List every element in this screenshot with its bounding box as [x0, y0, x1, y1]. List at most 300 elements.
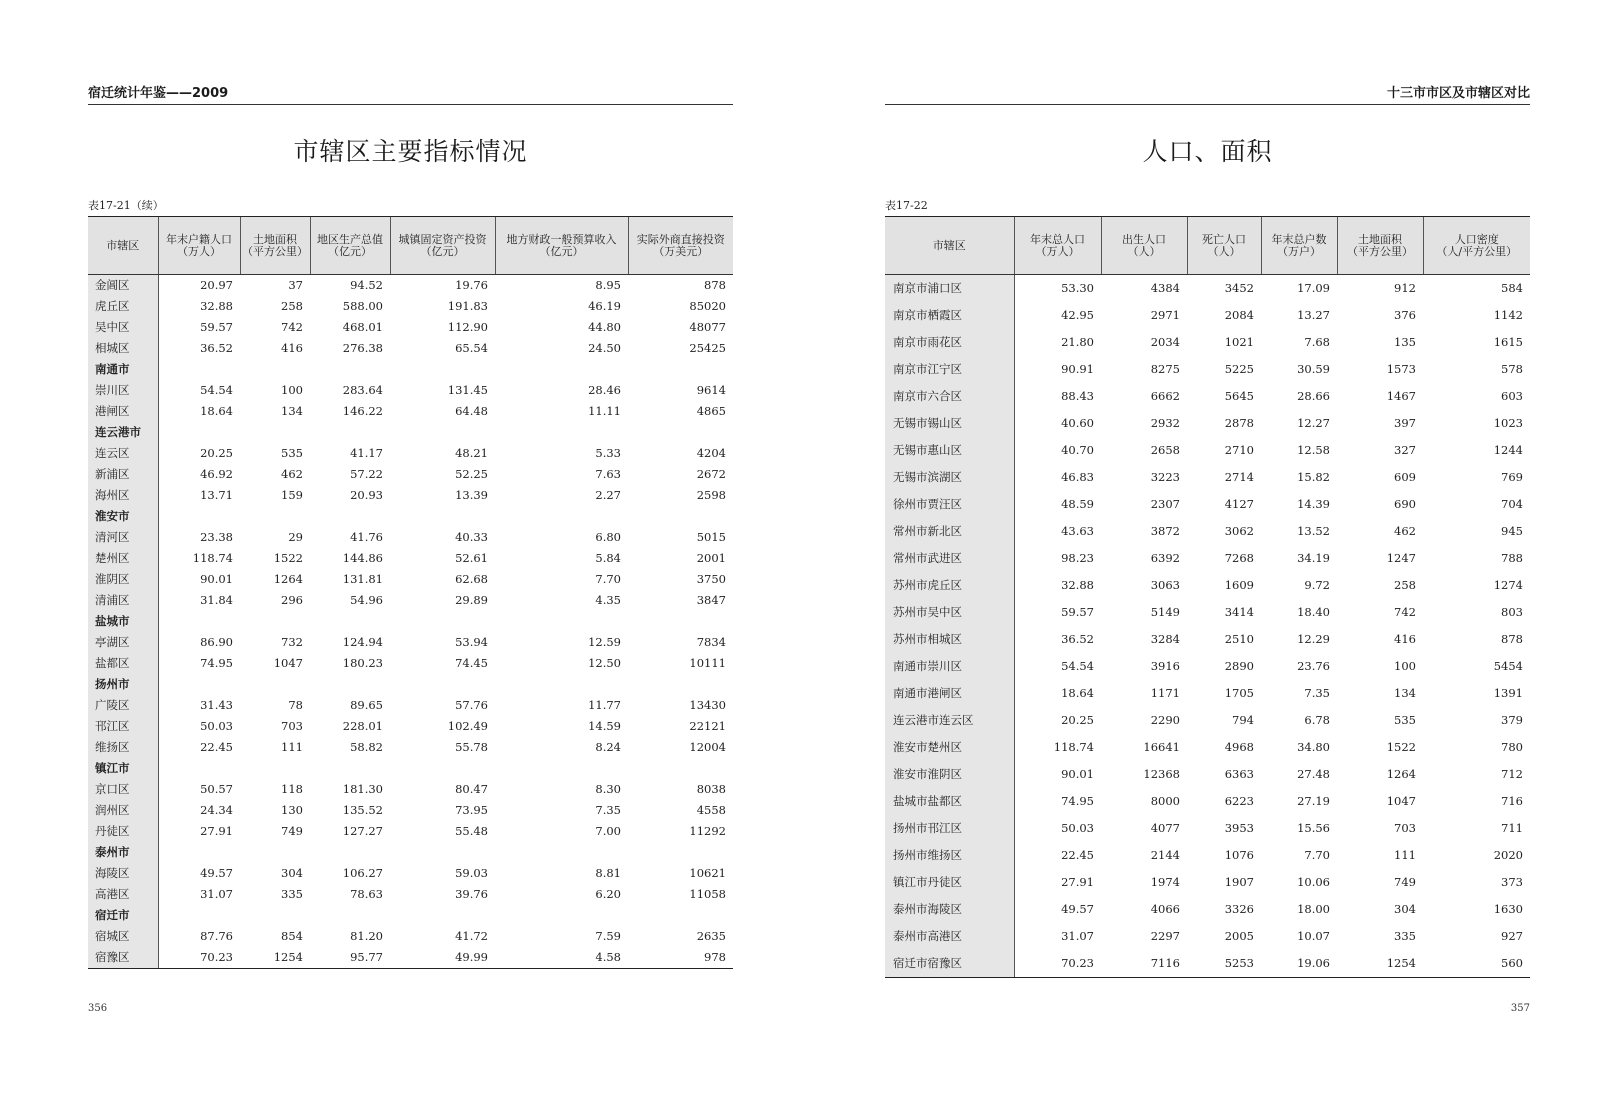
table-cell: 24.50 [588, 341, 621, 355]
column-header-label: 年末户籍人口 [166, 232, 232, 246]
table-cell: 40.33 [455, 530, 488, 544]
table-cell: 5225 [1224, 362, 1254, 376]
table-row [88, 317, 733, 338]
district-column-header [885, 217, 1014, 275]
table-cell: 769 [1501, 470, 1523, 484]
table-cell: 780 [1501, 740, 1523, 754]
table-cell: 135.52 [342, 803, 383, 817]
table-cell: 978 [628, 947, 733, 969]
table-cell: 2878 [1224, 416, 1254, 430]
table-cell: 749 [1394, 875, 1416, 889]
table-cell: 7.68 [1304, 335, 1330, 349]
column-header-label: 地区生产总值 [317, 232, 383, 246]
table-cell: 49.99 [390, 947, 495, 969]
table-cell [390, 422, 495, 443]
table-cell: 32.88 [1061, 578, 1094, 592]
table-row [88, 653, 733, 674]
table-cell: 31.84 [200, 593, 233, 607]
city-group-row [88, 674, 733, 695]
table-cell: 4077 [1150, 821, 1180, 835]
district-name-cell: 亭湖区 [88, 632, 158, 653]
table-cell: 146.22 [342, 404, 383, 418]
table-cell [495, 842, 628, 863]
district-name-cell: 扬州市邗江区 [885, 815, 1014, 842]
table-cell: 48077 [689, 320, 726, 334]
district-name-cell: 淮安市楚州区 [885, 734, 1014, 761]
district-name-cell: 连云港市连云区 [885, 707, 1014, 734]
column-header-label: 死亡人口 [1202, 232, 1246, 246]
table-cell: 46.83 [1061, 470, 1094, 484]
table-row [88, 443, 733, 464]
table-cell: 258 [1394, 578, 1416, 592]
table-cell: 258 [281, 299, 303, 313]
district-name-cell: 泰州市高港区 [885, 923, 1014, 950]
district-name-cell: 无锡市滨湖区 [885, 464, 1014, 491]
table-cell: 2710 [1224, 443, 1254, 457]
table-cell: 1609 [1224, 578, 1254, 592]
table-cell: 59.57 [200, 320, 233, 334]
column-header [1337, 217, 1423, 275]
table-cell: 712 [1501, 767, 1523, 781]
table-cell: 379 [1501, 713, 1523, 727]
table-cell: 191.83 [447, 299, 488, 313]
table-cell: 134 [1394, 686, 1416, 700]
page-title: 市辖区主要指标情况 [293, 137, 528, 166]
table-cell: 2658 [1150, 443, 1180, 457]
table-cell: 80.47 [455, 782, 488, 796]
table-cell: 41.72 [455, 929, 488, 943]
table-cell: 327 [1394, 443, 1416, 457]
table-cell [310, 674, 390, 695]
table-cell: 13430 [689, 698, 726, 712]
district-name-cell: 盐城市盐都区 [885, 788, 1014, 815]
city-group-row [88, 506, 733, 527]
city-group-row [88, 758, 733, 779]
table-cell [240, 842, 310, 863]
district-name-cell: 清浦区 [88, 590, 158, 611]
table-row [88, 926, 733, 947]
table-cell: 397 [1394, 416, 1416, 430]
table-cell: 283.64 [342, 383, 383, 397]
table-cell: 11292 [689, 824, 726, 838]
table-row [88, 464, 733, 485]
table-cell: 55.78 [455, 740, 488, 754]
table-header [885, 217, 1530, 275]
table-cell [628, 842, 733, 863]
table-cell: 29.89 [455, 593, 488, 607]
column-header [495, 217, 628, 275]
table-cell: 1244 [1493, 443, 1523, 457]
table-cell: 603 [1501, 389, 1523, 403]
header-row [88, 217, 733, 275]
table-cell: 17.09 [1297, 281, 1330, 295]
table-cell: 2672 [696, 467, 726, 481]
table-cell: 13.27 [1297, 308, 1330, 322]
table-cell: 52.25 [455, 467, 488, 481]
table-cell: 100 [281, 383, 303, 397]
table-row [885, 275, 1530, 303]
table-cell: 2034 [1150, 335, 1180, 349]
table-cell: 8038 [696, 782, 726, 796]
table-cell [240, 359, 310, 380]
column-header-label: 地方财政一般预算收入 [506, 232, 617, 246]
column-header [310, 217, 390, 275]
table-cell: 749 [281, 824, 303, 838]
table-cell: 3284 [1150, 632, 1180, 646]
table-cell: 3326 [1224, 902, 1254, 916]
table-cell: 2307 [1150, 497, 1180, 511]
district-name-cell: 清河区 [88, 527, 158, 548]
table-row [885, 680, 1530, 707]
table-cell: 36.52 [1061, 632, 1094, 646]
table-cell: 31.07 [200, 887, 233, 901]
city-group-row [88, 611, 733, 632]
table-cell: 111 [1394, 848, 1416, 862]
table-cell: 2932 [1150, 416, 1180, 430]
table-cell: 111 [281, 740, 303, 754]
table-cell [390, 674, 495, 695]
district-name-cell: 虎丘区 [88, 296, 158, 317]
table-cell: 118 [281, 782, 303, 796]
indicator-table [88, 216, 733, 969]
header-row [885, 217, 1530, 275]
table-cell [495, 674, 628, 695]
table-cell [390, 905, 495, 926]
table-cell [628, 758, 733, 779]
table-cell: 18.40 [1297, 605, 1330, 619]
table-cell [390, 506, 495, 527]
column-header-unit: （亿元） [420, 244, 465, 258]
table-row [88, 947, 733, 969]
column-header-label: 实际外商直接投资 [636, 232, 725, 246]
district-column-header [88, 217, 158, 275]
table-cell: 6363 [1224, 767, 1254, 781]
table-cell: 7268 [1224, 551, 1254, 565]
table-row [885, 518, 1530, 545]
table-cell [158, 359, 240, 380]
table-cell: 878 [1501, 632, 1523, 646]
table-cell: 37 [288, 278, 303, 292]
column-header [1261, 217, 1337, 275]
table-cell: 118.74 [192, 551, 233, 565]
table-cell: 73.95 [455, 803, 488, 817]
table-cell: 6223 [1224, 794, 1254, 808]
table-cell: 181.30 [342, 782, 383, 796]
table-cell: 4384 [1150, 281, 1180, 295]
column-header-unit: （平方公里） [242, 244, 308, 258]
table-cell: 716 [1501, 794, 1523, 808]
table-row [88, 401, 733, 422]
table-cell: 1391 [1493, 686, 1523, 700]
table-cell: 127.27 [342, 824, 383, 838]
table-cell: 57.22 [350, 467, 383, 481]
district-name-cell: 广陵区 [88, 695, 158, 716]
column-header [1101, 217, 1187, 275]
table-cell: 560 [1423, 950, 1530, 978]
table-cell: 27.19 [1297, 794, 1330, 808]
table-cell: 703 [281, 719, 303, 733]
table-cell: 46.92 [200, 467, 233, 481]
table-cell: 34.80 [1297, 740, 1330, 754]
table-cell [158, 758, 240, 779]
table-row [88, 590, 733, 611]
table-cell: 134 [281, 404, 303, 418]
table-cell: 32.88 [200, 299, 233, 313]
table-cell: 2635 [696, 929, 726, 943]
table-cell [495, 905, 628, 926]
table-cell: 742 [1394, 605, 1416, 619]
city-name-cell: 宿迁市 [88, 905, 158, 926]
city-name-cell: 镇江市 [88, 758, 158, 779]
column-header-label: 城镇固定资产投资 [398, 232, 487, 246]
table-row [885, 356, 1530, 383]
table-cell: 130 [281, 803, 303, 817]
table-cell: 1615 [1493, 335, 1523, 349]
table-cell: 41.76 [350, 530, 383, 544]
table-cell: 6.20 [595, 887, 621, 901]
page-number: 356 [88, 1003, 108, 1014]
table-row [88, 338, 733, 359]
column-header [158, 217, 240, 275]
column-header-unit: （万人） [1035, 244, 1080, 258]
table-cell: 10.06 [1297, 875, 1330, 889]
table-cell: 44.80 [588, 320, 621, 334]
table-row [885, 626, 1530, 653]
table-cell: 1264 [1386, 767, 1416, 781]
table-row [885, 545, 1530, 572]
city-group-row [88, 359, 733, 380]
table-cell: 89.65 [350, 698, 383, 712]
district-name-cell: 新浦区 [88, 464, 158, 485]
district-name-cell: 镇江市丹徒区 [885, 869, 1014, 896]
table-cell: 49.57 [1061, 902, 1094, 916]
column-header-label: 年末总人口 [1030, 232, 1085, 246]
table-cell: 578 [1501, 362, 1523, 376]
table-cell: 711 [1501, 821, 1523, 835]
table-cell: 54.54 [200, 383, 233, 397]
running-head: 宿迁统计年鉴——2009 [88, 83, 733, 105]
district-name-cell: 宿豫区 [88, 947, 158, 969]
table-row [885, 410, 1530, 437]
city-name-cell: 盐城市 [88, 611, 158, 632]
table-cell: 7.00 [595, 824, 621, 838]
table-cell: 296 [281, 593, 303, 607]
table-cell: 6392 [1150, 551, 1180, 565]
table-cell: 15.56 [1297, 821, 1330, 835]
table-label: 表17-21（续） [88, 199, 164, 212]
table-cell: 70.23 [1014, 950, 1101, 978]
table-cell: 55.48 [455, 824, 488, 838]
table-cell: 8.30 [595, 782, 621, 796]
table-cell: 40.70 [1061, 443, 1094, 457]
table-row [88, 779, 733, 800]
table-row [88, 527, 733, 548]
table-cell: 742 [281, 320, 303, 334]
table-cell: 1047 [273, 656, 303, 670]
district-name-cell: 苏州市相城区 [885, 626, 1014, 653]
table-cell: 1907 [1224, 875, 1254, 889]
table-cell: 4.58 [495, 947, 628, 969]
table-cell: 39.76 [455, 887, 488, 901]
table-cell: 416 [281, 341, 303, 355]
table-cell: 18.00 [1297, 902, 1330, 916]
table-row [885, 491, 1530, 518]
column-header-unit: （平方公里） [1347, 244, 1413, 258]
table-cell [158, 422, 240, 443]
table-cell: 22.45 [200, 740, 233, 754]
table-cell: 90.01 [200, 572, 233, 586]
column-header [1014, 217, 1101, 275]
column-header-label: 市辖区 [932, 238, 966, 252]
column-header-label: 年末总户数 [1271, 232, 1327, 246]
table-cell: 2714 [1224, 470, 1254, 484]
table-row [885, 761, 1530, 788]
table-cell: 98.23 [1061, 551, 1094, 565]
page-number: 357 [1510, 1003, 1530, 1014]
district-name-cell: 南京市江宁区 [885, 356, 1014, 383]
table-cell: 2005 [1224, 929, 1254, 943]
district-name-cell: 无锡市锡山区 [885, 410, 1014, 437]
column-header [240, 217, 310, 275]
table-cell [158, 506, 240, 527]
city-group-row [88, 842, 733, 863]
city-group-row [88, 905, 733, 926]
table-cell: 90.91 [1061, 362, 1094, 376]
table-cell [628, 611, 733, 632]
table-cell: 1254 [1337, 950, 1423, 978]
district-name-cell: 徐州市贾汪区 [885, 491, 1014, 518]
table-cell: 30.59 [1297, 362, 1330, 376]
table-cell: 8.95 [595, 278, 621, 292]
table-cell: 102.49 [447, 719, 488, 733]
table-cell: 535 [281, 446, 303, 460]
table-label: 表17-22 [885, 199, 928, 212]
table-cell: 159 [281, 488, 303, 502]
table-cell: 10111 [689, 656, 726, 670]
district-name-cell: 宿迁市宿豫区 [885, 950, 1014, 978]
table-cell: 59.03 [455, 866, 488, 880]
table-cell: 4865 [696, 404, 726, 418]
table-row [88, 884, 733, 905]
table-cell: 54.54 [1061, 659, 1094, 673]
table-cell: 1274 [1493, 578, 1523, 592]
table-cell: 5149 [1150, 605, 1180, 619]
table-cell [158, 611, 240, 632]
column-header-label: 土地面积 [1358, 232, 1402, 246]
table-cell: 53.30 [1061, 281, 1094, 295]
table-cell: 81.20 [350, 929, 383, 943]
table-cell: 40.60 [1061, 416, 1094, 430]
table-cell: 57.76 [455, 698, 488, 712]
table-row [88, 632, 733, 653]
table-cell: 803 [1501, 605, 1523, 619]
table-cell [495, 422, 628, 443]
table-cell: 3062 [1224, 524, 1254, 538]
district-name-cell: 南京市栖霞区 [885, 302, 1014, 329]
table-cell: 3223 [1150, 470, 1180, 484]
table-cell [390, 359, 495, 380]
table-cell: 131.45 [447, 383, 488, 397]
city-group-row [88, 422, 733, 443]
table-cell: 912 [1394, 281, 1416, 295]
table-cell [240, 905, 310, 926]
district-name-cell: 南京市雨花区 [885, 329, 1014, 356]
table-cell: 124.94 [342, 635, 383, 649]
column-header [1187, 217, 1261, 275]
table-cell: 85020 [689, 299, 726, 313]
table-cell: 5.33 [595, 446, 621, 460]
table-cell [390, 842, 495, 863]
table-row [885, 599, 1530, 626]
district-name-cell: 金阊区 [88, 275, 158, 297]
table-cell [310, 758, 390, 779]
table-cell: 52.61 [455, 551, 488, 565]
table-cell: 46.19 [588, 299, 621, 313]
city-name-cell: 淮安市 [88, 506, 158, 527]
table-cell: 74.45 [455, 656, 488, 670]
table-cell: 41.17 [350, 446, 383, 460]
table-cell: 23.38 [200, 530, 233, 544]
table-row [88, 275, 733, 297]
district-name-cell: 南京市浦口区 [885, 275, 1014, 303]
table-cell: 78 [288, 698, 303, 712]
table-cell: 2.27 [595, 488, 621, 502]
table-cell: 18.64 [200, 404, 233, 418]
table-cell: 25425 [689, 341, 726, 355]
table-cell: 31.07 [1061, 929, 1094, 943]
table-cell: 732 [281, 635, 303, 649]
table-cell: 27.91 [200, 824, 233, 838]
table-cell: 4558 [696, 803, 726, 817]
table-cell [310, 905, 390, 926]
table-cell: 12.59 [588, 635, 621, 649]
table-cell [240, 758, 310, 779]
table-row [885, 896, 1530, 923]
table-row [885, 869, 1530, 896]
table-cell: 95.77 [310, 947, 390, 969]
table-cell: 28.66 [1297, 389, 1330, 403]
table-cell: 3750 [696, 572, 726, 586]
table-cell: 8275 [1150, 362, 1180, 376]
table-row [885, 842, 1530, 869]
table-cell: 118.74 [1053, 740, 1094, 754]
table-cell: 23.76 [1297, 659, 1330, 673]
running-head: 十三市市区及市辖区对比 [885, 83, 1530, 105]
table-cell: 14.59 [588, 719, 621, 733]
table-cell: 19.76 [455, 278, 488, 292]
right-page [885, 0, 1530, 1099]
table-cell: 2598 [696, 488, 726, 502]
table-cell: 4968 [1224, 740, 1254, 754]
table-cell: 584 [1501, 281, 1523, 295]
table-cell: 19.06 [1261, 950, 1337, 978]
table-row [885, 788, 1530, 815]
district-name-cell: 丹徒区 [88, 821, 158, 842]
table-cell [628, 674, 733, 695]
column-header-label: 出生人口 [1122, 232, 1166, 246]
district-name-cell: 苏州市吴中区 [885, 599, 1014, 626]
table-row [885, 329, 1530, 356]
table-cell: 3847 [696, 593, 726, 607]
table-cell [158, 842, 240, 863]
table-cell: 1264 [273, 572, 303, 586]
table-cell [495, 506, 628, 527]
table-cell: 3916 [1150, 659, 1180, 673]
table-cell [628, 506, 733, 527]
district-name-cell: 淮阴区 [88, 569, 158, 590]
table-row [885, 950, 1530, 978]
table-cell: 7834 [696, 635, 726, 649]
